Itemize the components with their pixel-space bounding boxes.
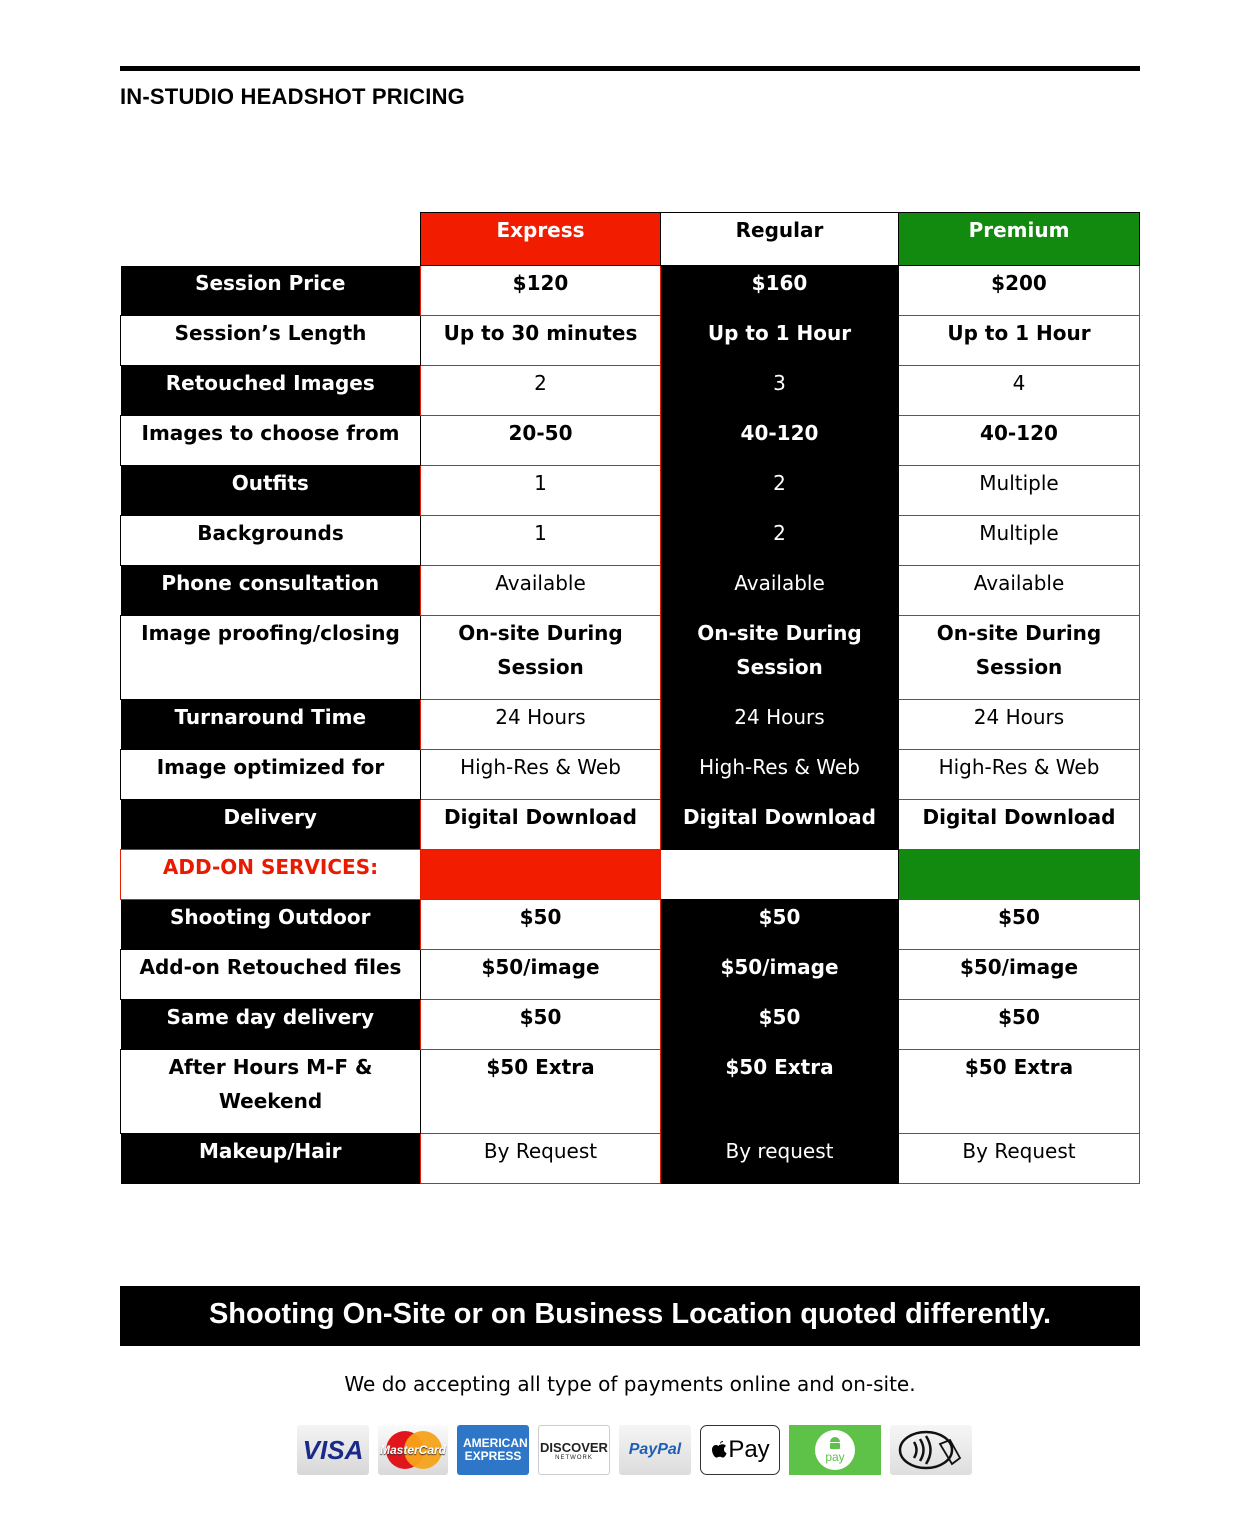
premium-cell: High-Res & Web: [899, 750, 1140, 800]
android-robot-icon: [827, 1436, 843, 1450]
premium-cell: By Request: [899, 1134, 1140, 1184]
regular-cell: 24 Hours: [661, 700, 899, 750]
row-label: Add-on Retouched files: [121, 950, 421, 1000]
premium-cell: On-site During Session: [899, 616, 1140, 700]
table-row: [121, 366, 1140, 416]
header-empty-cell: [121, 213, 421, 266]
table-row: [121, 750, 1140, 800]
row-label: Images to choose from: [121, 416, 421, 466]
table-row: [121, 416, 1140, 466]
table-row: [121, 950, 1140, 1000]
regular-cell: High-Res & Web: [661, 750, 899, 800]
table-row: [121, 1134, 1140, 1184]
express-cell: [421, 850, 661, 900]
premium-cell: $50 Extra: [899, 1050, 1140, 1134]
table-row: [121, 516, 1140, 566]
table-row: [121, 616, 1140, 700]
express-cell: 2: [421, 366, 661, 416]
row-label: Retouched Images: [121, 366, 421, 416]
table-row: [121, 316, 1140, 366]
premium-cell: Multiple: [899, 516, 1140, 566]
regular-cell: $160: [661, 266, 899, 316]
express-cell: $50: [421, 900, 661, 950]
express-cell: $50/image: [421, 950, 661, 1000]
column-header-premium: Premium: [899, 213, 1140, 266]
table-row: [121, 850, 1140, 900]
row-label: Outfits: [121, 466, 421, 516]
express-cell: Available: [421, 566, 661, 616]
premium-cell: $50/image: [899, 950, 1140, 1000]
table-row: [121, 900, 1140, 950]
regular-cell: 2: [661, 466, 899, 516]
premium-cell: 40-120: [899, 416, 1140, 466]
mastercard-icon: [378, 1425, 448, 1475]
premium-cell: $50: [899, 1000, 1140, 1050]
row-label: After Hours M-F & Weekend: [121, 1050, 421, 1134]
column-header-express: Express: [421, 213, 661, 266]
regular-cell: Available: [661, 566, 899, 616]
table-row: [121, 266, 1140, 316]
premium-cell: $200: [899, 266, 1140, 316]
row-label: Same day delivery: [121, 1000, 421, 1050]
table-header-row: [121, 213, 1140, 266]
discover-label: DISCOVER: [540, 1439, 608, 1455]
regular-cell: 2: [661, 516, 899, 566]
express-cell: Digital Download: [421, 800, 661, 850]
express-cell: 20-50: [421, 416, 661, 466]
express-cell: 1: [421, 466, 661, 516]
premium-cell: 24 Hours: [899, 700, 1140, 750]
premium-cell: Available: [899, 566, 1140, 616]
regular-cell: $50 Extra: [661, 1050, 899, 1134]
onsite-quote-banner: Shooting On-Site or on Business Location quoted differently.: [120, 1286, 1140, 1346]
express-cell: $50 Extra: [421, 1050, 661, 1134]
visa-icon: VISA: [297, 1425, 369, 1475]
discover-sublabel: NETWORK: [555, 1454, 593, 1461]
table-row: [121, 466, 1140, 516]
row-label: Turnaround Time: [121, 700, 421, 750]
row-label: Phone consultation: [121, 566, 421, 616]
paypal-icon: PayPal: [619, 1425, 691, 1475]
row-label: Image optimized for: [121, 750, 421, 800]
apple-logo-icon: [710, 1439, 728, 1461]
amex-label: AMERICAN EXPRESS: [463, 1436, 528, 1463]
premium-cell: Up to 1 Hour: [899, 316, 1140, 366]
apple-pay-label: Pay: [728, 1436, 770, 1463]
express-cell: On-site During Session: [421, 616, 661, 700]
mastercard-label: MasterCard: [379, 1443, 447, 1457]
amex-icon: [457, 1425, 529, 1475]
addon-services-label: ADD-ON SERVICES:: [121, 850, 421, 900]
premium-cell: 4: [899, 366, 1140, 416]
page-title: IN-STUDIO HEADSHOT PRICING: [120, 84, 465, 109]
express-cell: $120: [421, 266, 661, 316]
android-pay-badge: [815, 1430, 855, 1470]
android-pay-icon: [789, 1425, 881, 1475]
regular-cell: $50: [661, 1000, 899, 1050]
regular-cell: [661, 850, 899, 900]
regular-cell: $50: [661, 900, 899, 950]
express-cell: $50: [421, 1000, 661, 1050]
express-cell: 1: [421, 516, 661, 566]
premium-cell: [899, 850, 1140, 900]
regular-cell: On-site During Session: [661, 616, 899, 700]
regular-cell: 3: [661, 366, 899, 416]
regular-cell: Digital Download: [661, 800, 899, 850]
row-label: Delivery: [121, 800, 421, 850]
payments-note: We do accepting all type of payments online and on-site.: [344, 1372, 916, 1396]
top-rule: [120, 66, 1140, 71]
table-row: [121, 1000, 1140, 1050]
table-row: [121, 566, 1140, 616]
premium-cell: Multiple: [899, 466, 1140, 516]
regular-cell: $50/image: [661, 950, 899, 1000]
column-header-regular: Regular: [661, 213, 899, 266]
contactless-icon: [890, 1425, 972, 1475]
row-label: Session’s Length: [121, 316, 421, 366]
table-row: [121, 800, 1140, 850]
express-cell: By Request: [421, 1134, 661, 1184]
contactless-waves-icon: [896, 1428, 966, 1472]
table-row: [121, 700, 1140, 750]
row-label: Shooting Outdoor: [121, 900, 421, 950]
payment-icons: [297, 1425, 972, 1477]
express-cell: 24 Hours: [421, 700, 661, 750]
apple-pay-icon: [700, 1425, 780, 1475]
regular-cell: 40-120: [661, 416, 899, 466]
row-label: Backgrounds: [121, 516, 421, 566]
table-row: [121, 1050, 1140, 1134]
regular-cell: Up to 1 Hour: [661, 316, 899, 366]
pricing-table: [120, 212, 1140, 1184]
android-pay-label: pay: [825, 1450, 845, 1464]
premium-cell: $50: [899, 900, 1140, 950]
row-label: Makeup/Hair: [121, 1134, 421, 1184]
express-cell: High-Res & Web: [421, 750, 661, 800]
row-label: Image proofing/closing: [121, 616, 421, 700]
express-cell: Up to 30 minutes: [421, 316, 661, 366]
premium-cell: Digital Download: [899, 800, 1140, 850]
regular-cell: By request: [661, 1134, 899, 1184]
row-label: Session Price: [121, 266, 421, 316]
discover-icon: [538, 1425, 610, 1475]
